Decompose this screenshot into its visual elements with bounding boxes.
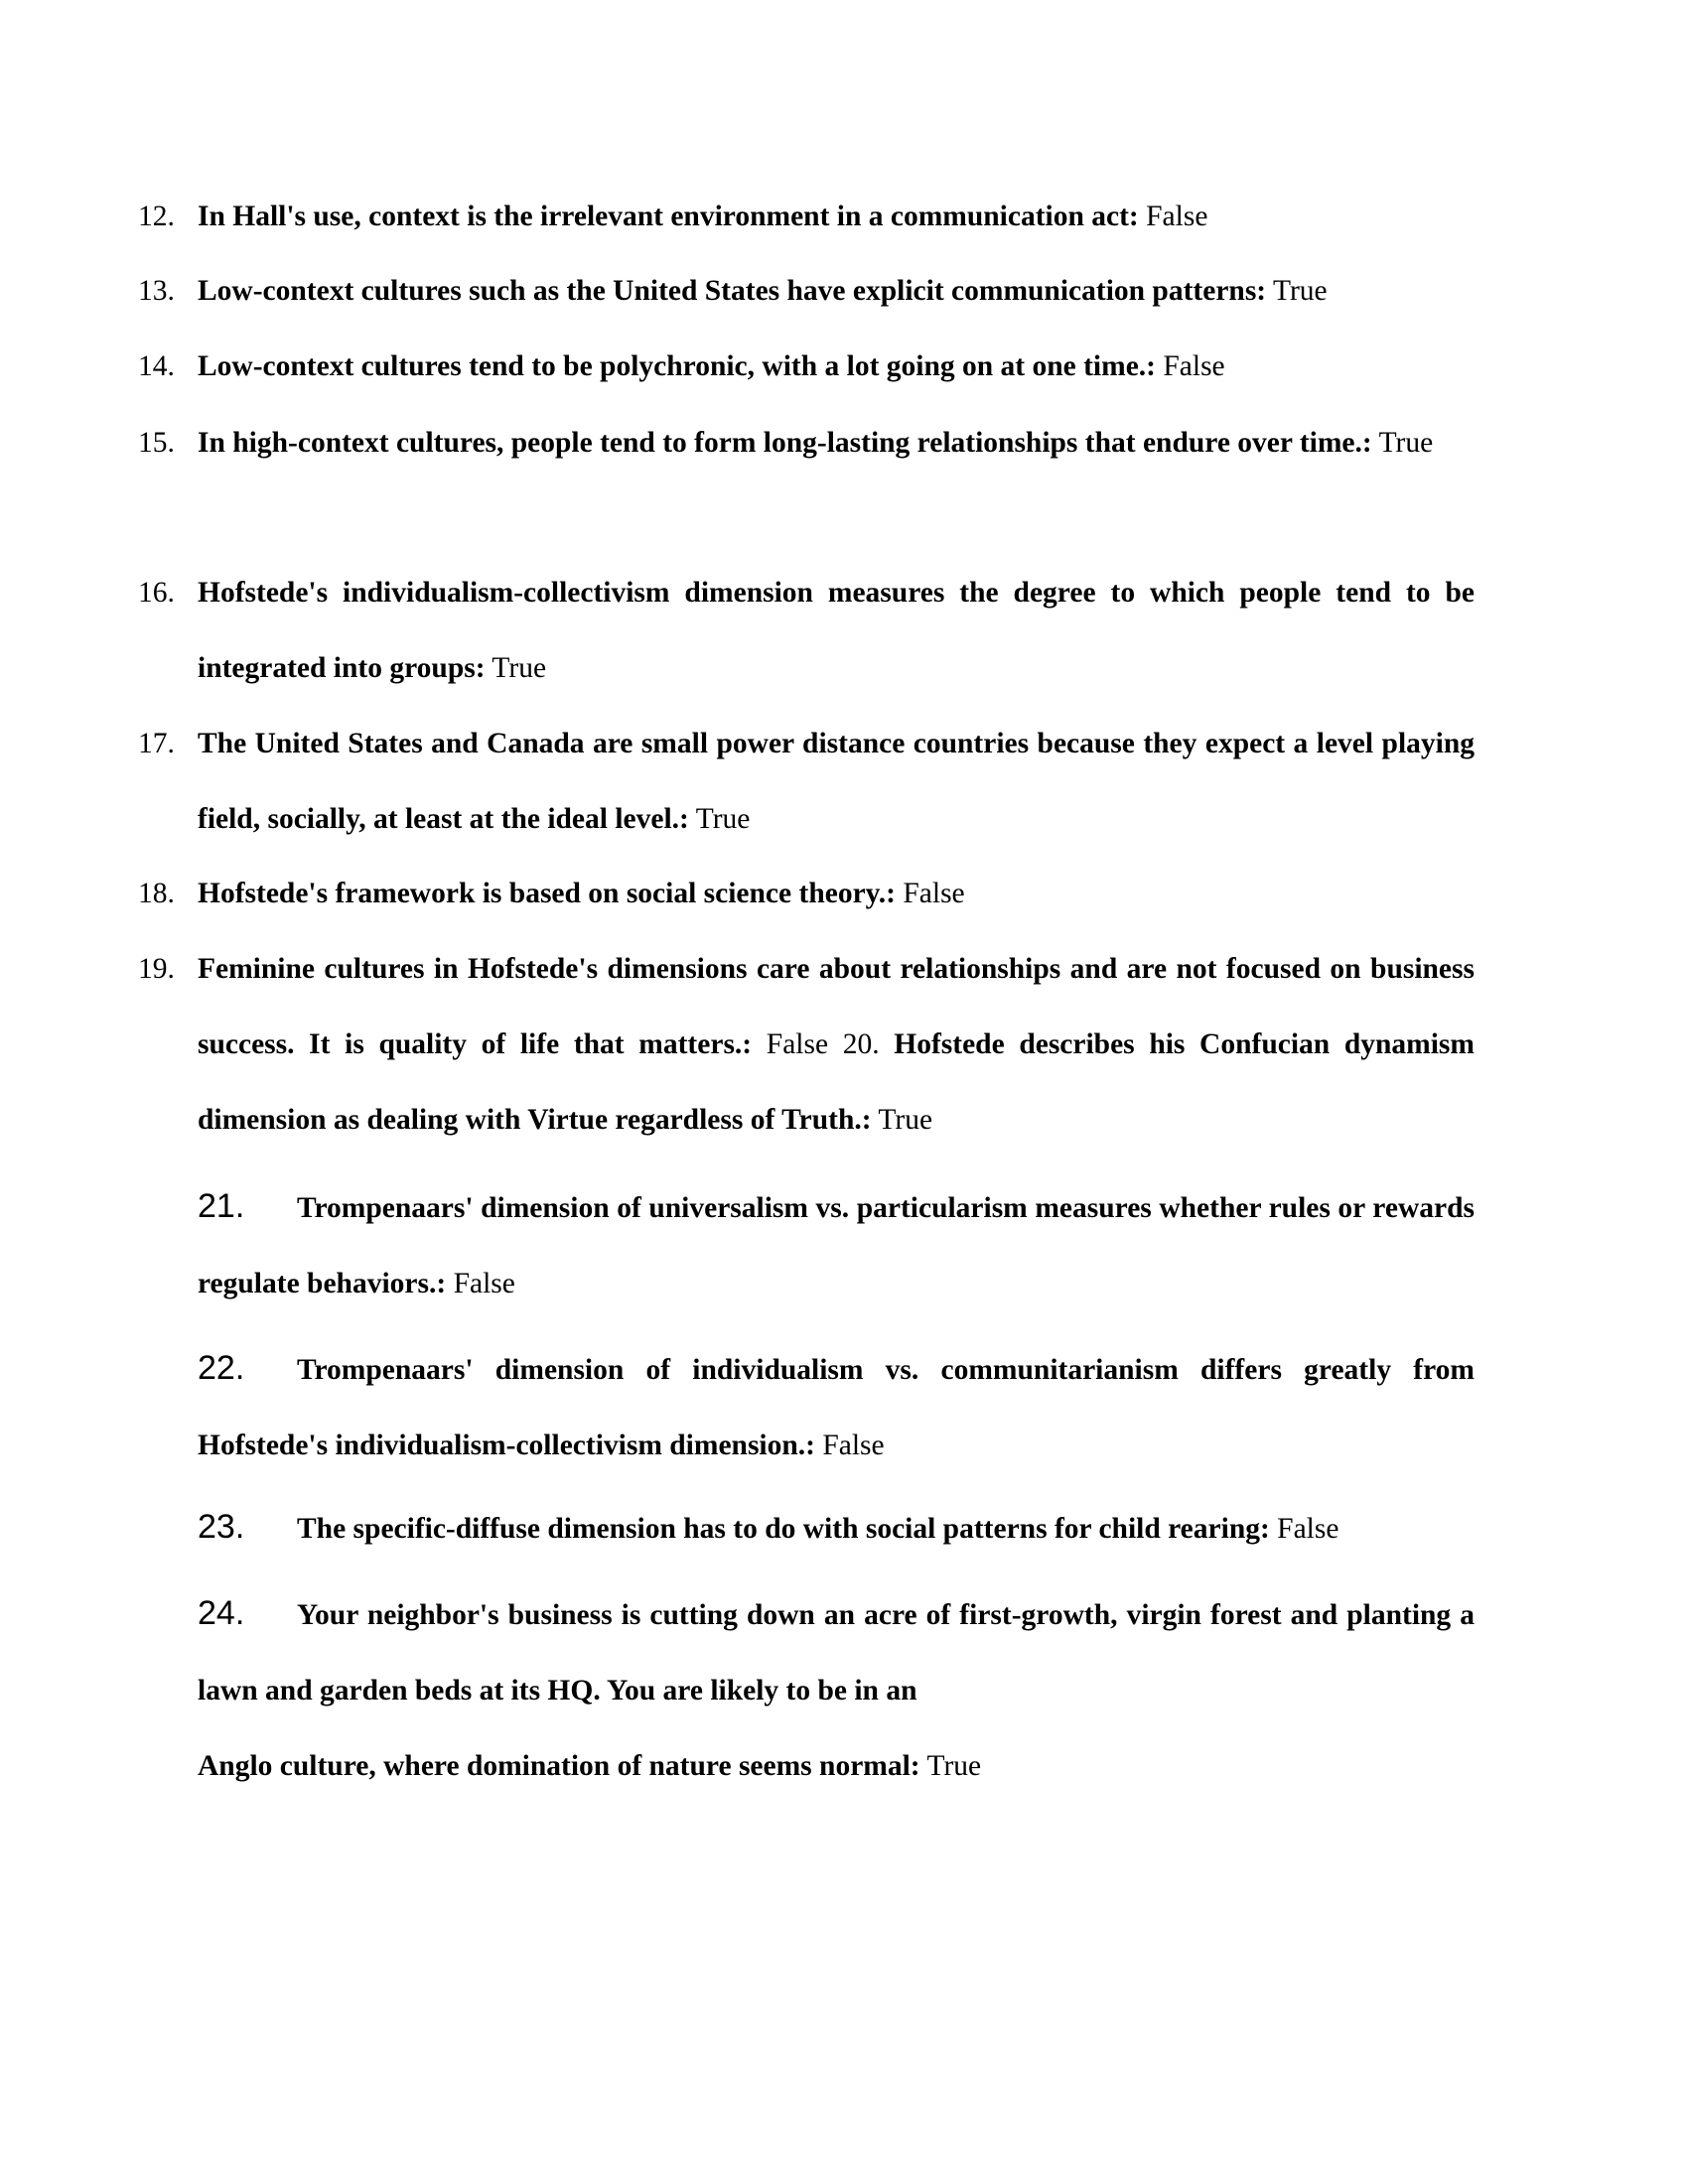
question-15 — [138, 405, 1475, 480]
question-text: The specific-diffuse dimension has to do with social patterns for child rearing: — [297, 1513, 1270, 1545]
question-text: Feminine cultures in Hofstede's dimensions care about relationships and are not focused on business success. It is quality of life that matters.: — [198, 953, 1475, 1060]
question-text: Hofstede's framework is based on social science theory.: — [198, 878, 896, 909]
question-text: The United States and Canada are small power distance countries because they expect a level playing field, socially, at least at the ideal level.: — [198, 728, 1475, 835]
question-17 — [138, 706, 1475, 857]
question-text: In Hall's use, context is the irrelevant environment in a communication act: — [198, 201, 1139, 232]
question-text: Trompenaars' dimension of individualism vs. communitarianism differs greatly from Hofstede's individualism-collectivism dimension.: — [198, 1354, 1475, 1461]
item-number: 17. — [138, 728, 175, 759]
item-number: 14. — [138, 350, 175, 382]
item-number: 24. — [198, 1594, 245, 1632]
question-24 — [198, 1575, 1475, 1804]
answer: False — [1163, 350, 1225, 382]
question-23 — [198, 1489, 1475, 1567]
answer-20: True — [878, 1104, 933, 1136]
question-text-cont: Anglo culture, where domination of nature seems normal: — [198, 1750, 920, 1782]
question-19-20 — [138, 931, 1475, 1158]
item-number: 18. — [138, 878, 175, 909]
item-number: 15. — [138, 427, 175, 459]
answer: False — [453, 1268, 515, 1299]
question-text: Low-context cultures such as the United States have explicit communication patterns: — [198, 275, 1267, 307]
question-22 — [198, 1330, 1475, 1483]
question-13 — [138, 253, 1475, 329]
question-text: Your neighbor's business is cutting down an acre of first-growth, virgin forest and planting a lawn and garden beds at its HQ. You are likely to be in an — [198, 1599, 1475, 1706]
item-number: 16. — [138, 577, 175, 609]
question-16 — [138, 555, 1475, 706]
answer: True — [1378, 427, 1434, 459]
answer: True — [492, 652, 547, 684]
item-number: 13. — [138, 275, 175, 307]
answer: False — [903, 878, 965, 909]
question-12 — [138, 179, 1475, 254]
answer: False — [1277, 1513, 1339, 1545]
answer: False — [1146, 201, 1208, 232]
item-number: 23. — [198, 1508, 245, 1546]
question-text: Hofstede's individualism-collectivism dimension measures the degree to which people tend to be integrated into groups: — [198, 577, 1475, 684]
question-14 — [138, 329, 1475, 404]
question-text: Trompenaars' dimension of universalism vs. particularism measures whether rules or rewards regulate behaviors.: — [198, 1192, 1475, 1299]
answer: True — [695, 803, 751, 835]
item-number: 19. — [138, 953, 175, 985]
question-text: In high-context cultures, people tend to form long-lasting relationships that endure over time.: — [198, 427, 1372, 459]
question-18 — [138, 856, 1475, 931]
answer: True — [926, 1750, 982, 1782]
answer: False 20. — [766, 1028, 880, 1060]
question-21 — [198, 1168, 1475, 1321]
item-number: 21. — [198, 1187, 245, 1225]
question-text: Low-context cultures tend to be polychronic, with a lot going on at one time.: — [198, 350, 1156, 382]
answer: False — [822, 1430, 885, 1461]
answer: True — [1272, 275, 1328, 307]
question-text-20: Hofstede describes his Confucian dynamism dimension as dealing with Virtue regardless of Truth.: — [198, 1028, 1475, 1136]
item-number: 12. — [138, 201, 175, 232]
item-number: 22. — [198, 1349, 245, 1387]
